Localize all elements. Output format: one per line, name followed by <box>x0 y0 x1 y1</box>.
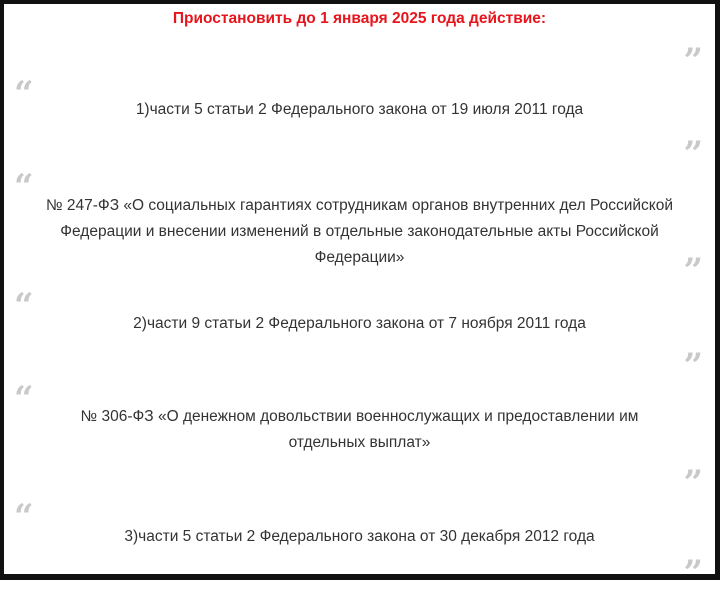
open-quote-icon: “ <box>14 286 34 326</box>
close-quote-icon: ” <box>683 553 703 593</box>
page-title: Приостановить до 1 января 2025 года действие: <box>172 10 547 27</box>
quote-paragraph-1: 1)части 5 статьи 2 Федерального закона от 19 июля 2011 года <box>135 101 584 118</box>
quote-paragraph-2: № 247-ФЗ «О социальных гарантиях сотрудникам органов внутренних дел Российской Федерации и внесении изменений в отдельные законодательные акты Российской Федерации» <box>45 197 674 266</box>
close-quote-icon: ” <box>683 134 703 174</box>
open-quote-icon: “ <box>14 497 34 537</box>
close-quote-icon: ” <box>683 463 703 503</box>
open-quote-icon: “ <box>14 74 34 114</box>
close-quote-icon: ” <box>683 346 703 386</box>
open-quote-icon: “ <box>14 167 34 207</box>
close-quote-icon: ” <box>683 251 703 291</box>
quote-paragraph-5: 3)части 5 статьи 2 Федерального закона от 30 декабря 2012 года <box>124 528 595 545</box>
quote-paragraph-3: 2)части 9 статьи 2 Федерального закона от 7 ноября 2011 года <box>133 315 586 332</box>
close-quote-icon: ” <box>683 41 703 81</box>
quote-paragraph-4: № 306-ФЗ «О денежном довольствии военнослужащих и предоставлении им отдельных выплат» <box>80 408 639 451</box>
open-quote-icon: “ <box>14 379 34 419</box>
